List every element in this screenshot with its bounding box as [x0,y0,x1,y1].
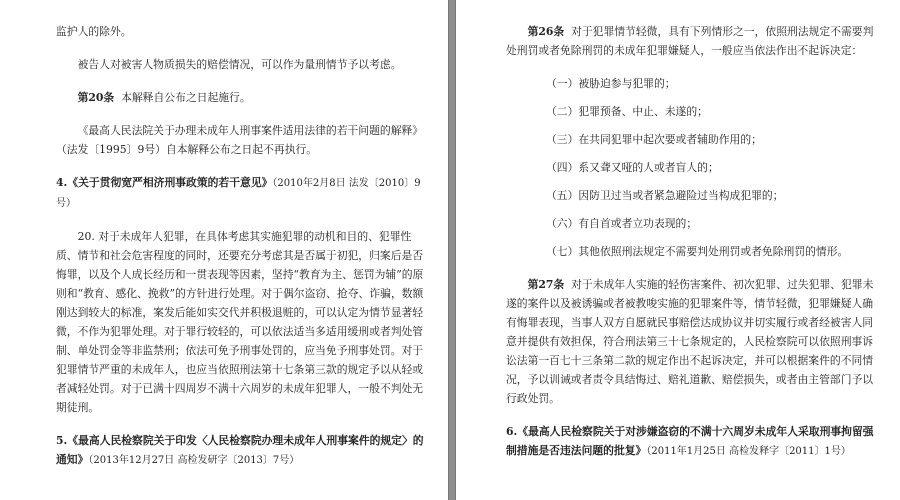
paragraph: 被告人对被害人物质损失的赔偿情况，可以作为量刑情节予以考虑。 [77,58,402,71]
article-paragraph [506,22,880,60]
list-item: （五）因防卫过当或者紧急避险过当构成犯罪的； [546,189,784,202]
article-label: 第27条 [527,278,565,291]
section-meta: （2011年1月25日 高检发释字〔2011〕1号） [646,446,851,457]
list-item: （二）犯罪预备、中止、未遂的； [546,105,708,118]
paragraph: 《最高人民法院关于办理未成年人刑事案件适用法律的若干问题的解释》（法发〔1995〕9号）自本解释公布之日起不再执行。 [56,124,424,156]
article-text: 本解释自公布之日起施行。 [121,91,251,104]
list-item: （七）其他依照刑法规定不需要判处刑罚或者免除刑罚的情形。 [546,245,849,258]
page-divider [448,0,456,500]
section-heading [56,431,428,470]
section-meta: （2010年2月8日 法发〔2010〕9号） [56,178,421,209]
section-title: 6.《最高人民检察院关于对涉嫌盗窃的不满十六周岁未成年人采取刑事拘留强制措施是否违法问题的批复》 [506,425,874,457]
section-meta: （2013年12月27日 高检发研字〔2013〕7号） [88,455,300,466]
article-text: 对于犯罪情节轻微，具有下列情形之一，依照刑法规定不需要判处刑罚或者免除刑罚的未成年犯罪嫌疑人，一般应当依法作出不起诉决定： [506,25,874,57]
article-paragraph [506,275,880,408]
list-item: （四）系又聋又哑的人或者盲人的； [546,161,719,174]
list-item: （三）在共同犯罪中起次要或者辅助作用的； [546,133,762,146]
section-heading [506,422,880,461]
section-heading [56,173,428,213]
page-left [0,0,448,500]
section-title: 4.《关于贯彻宽严相济刑事政策的若干意见》 [56,176,273,189]
article-label: 第26条 [527,25,565,38]
paragraph: 20. 对于未成年人犯罪，在具体考虑其实施犯罪的动机和目的、犯罪性质、情节和社会危害程度的同时，还要充分考虑其是否属于初犯，归案后是否悔罪，以及个人成长经历和一贯表现等因素，坚持“教育为主、惩罚为辅”的原则和“教育、感化、挽救”的方针进行处理。对于偶尔盗窃、抢夺、诈骗，数额刚达到较大的标准，案发后能如实交代并积极退赃的，可以认定为情节显著轻微，不作为犯罪处理。对于罪行较轻的，可以依法适当多适用缓刑或者判处管制、单处罚金等非监禁刑；依法可免予刑事处罚的，应当免予刑事处罚。对于犯罪情节严重的未成年人，也应当依照刑法第十七条第三款的规定予以从轻或者减轻处罚。对于已满十四周岁不满十六周岁的未成年犯罪人，一般不判处无期徒刑。 [56,230,424,414]
article-paragraph [56,88,428,107]
page-right [456,0,900,500]
article-text: 对于未成年人实施的轻伤害案件、初次犯罪、过失犯罪、犯罪未遂的案件以及被诱骗或者被教唆实施的犯罪案件等，情节轻微，犯罪嫌疑人确有悔罪表现，当事人双方自愿就民事赔偿达成协议并切实履行或者经被害人同意并提供有效担保，符合刑法第三十七条规定的，人民检察院可以依照刑事诉讼法第一百七十三条第二款的规定作出不起诉决定，并可以根据案件的不同情况，予以训诫或者责令具结悔过、赔礼道歉、赔偿损失，或者由主管部门予以行政处罚。 [506,278,874,405]
list-item: （六）有自首或者立功表现的； [546,217,698,230]
paragraph: 监护人的除外。 [56,25,132,38]
item-list [506,74,880,261]
article-label: 第20条 [77,91,115,104]
list-item: （一）被胁迫参与犯罪的； [546,77,676,90]
section-title: 5.《最高人民检察院关于印发〈人民检察院办理未成年人刑事案件的规定〉的通知》 [56,434,424,466]
